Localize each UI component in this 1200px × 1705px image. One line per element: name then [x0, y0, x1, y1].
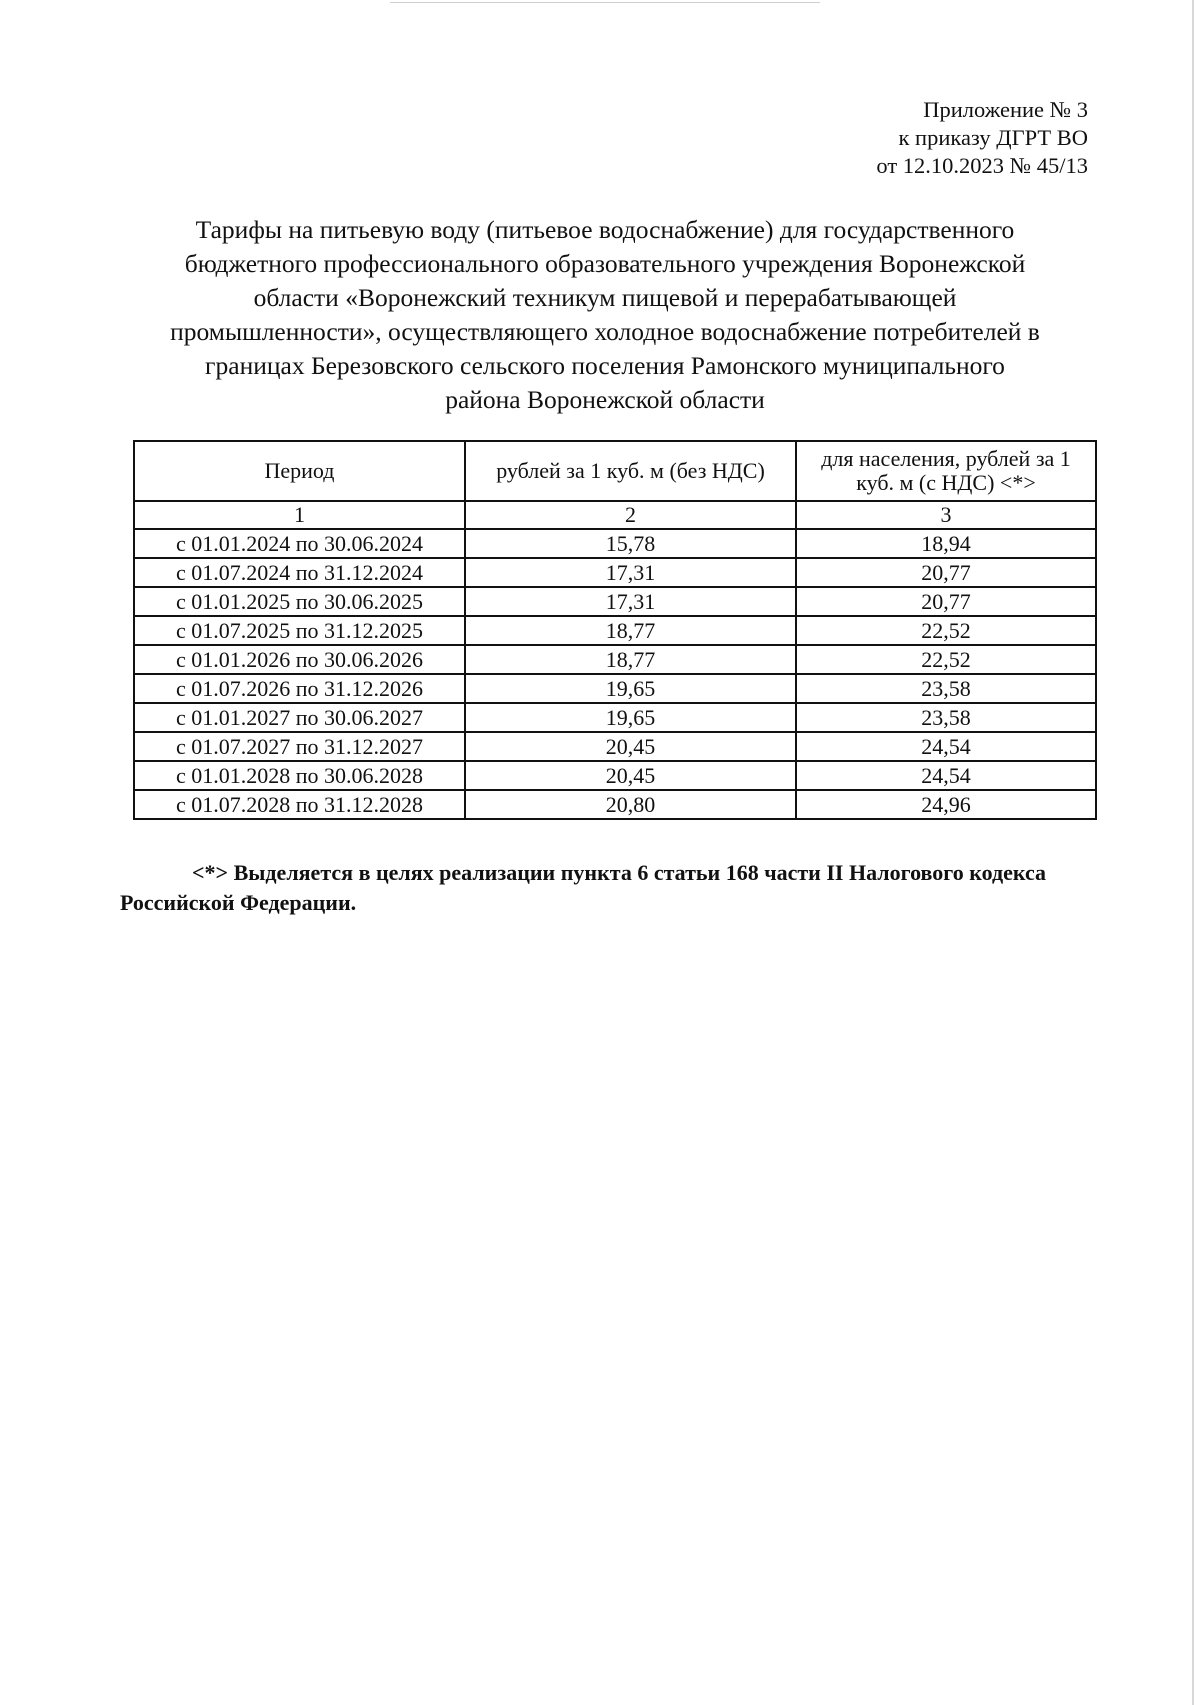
table-row: [134, 645, 1096, 674]
price-cell: 18,77: [465, 616, 796, 645]
price-vat-cell: 24,54: [796, 732, 1096, 761]
column-number: 1: [134, 501, 465, 529]
period-cell: с 01.01.2026 по 30.06.2026: [134, 645, 465, 674]
table-row: [134, 587, 1096, 616]
scan-edge-right: [1192, 0, 1194, 1705]
header-price-with-vat-line1: для населения, рублей за 1: [821, 446, 1071, 471]
period-cell: с 01.07.2026 по 31.12.2026: [134, 674, 465, 703]
price-vat-cell: 18,94: [796, 529, 1096, 558]
appendix-reference: [876, 96, 1088, 180]
table-row: [134, 761, 1096, 790]
period-cell: с 01.01.2024 по 30.06.2024: [134, 529, 465, 558]
column-number: 3: [796, 501, 1096, 529]
appendix-number: Приложение № 3: [923, 97, 1088, 122]
price-vat-cell: 22,52: [796, 616, 1096, 645]
document-title: [118, 213, 1092, 417]
table-row: [134, 790, 1096, 819]
period-cell: с 01.01.2027 по 30.06.2027: [134, 703, 465, 732]
column-number-row: [134, 501, 1096, 529]
title-line: границах Березовского сельского поселения Рамонского муниципального: [205, 351, 1005, 380]
table-row: [134, 558, 1096, 587]
appendix-order: к приказу ДГРТ ВО: [898, 125, 1088, 150]
period-cell: с 01.07.2024 по 31.12.2024: [134, 558, 465, 587]
price-cell: 20,45: [465, 732, 796, 761]
period-cell: с 01.07.2027 по 31.12.2027: [134, 732, 465, 761]
price-cell: 15,78: [465, 529, 796, 558]
table-row: [134, 529, 1096, 558]
price-vat-cell: 24,96: [796, 790, 1096, 819]
period-cell: с 01.07.2025 по 31.12.2025: [134, 616, 465, 645]
price-vat-cell: 20,77: [796, 587, 1096, 616]
appendix-date: от 12.10.2023 № 45/13: [876, 153, 1088, 178]
title-line: района Воронежской области: [445, 385, 765, 414]
scan-edge-top: [390, 2, 820, 3]
table-row: [134, 616, 1096, 645]
table-row: [134, 732, 1096, 761]
price-cell: 19,65: [465, 674, 796, 703]
price-cell: 20,80: [465, 790, 796, 819]
period-cell: с 01.07.2028 по 31.12.2028: [134, 790, 465, 819]
price-cell: 18,77: [465, 645, 796, 674]
column-number: 2: [465, 501, 796, 529]
price-vat-cell: 22,52: [796, 645, 1096, 674]
price-cell: 17,31: [465, 558, 796, 587]
footnote: [120, 858, 1095, 918]
header-price-without-vat: рублей за 1 куб. м (без НДС): [465, 441, 796, 501]
period-cell: с 01.01.2025 по 30.06.2025: [134, 587, 465, 616]
price-vat-cell: 20,77: [796, 558, 1096, 587]
price-vat-cell: 23,58: [796, 703, 1096, 732]
price-vat-cell: 23,58: [796, 674, 1096, 703]
table-row: [134, 703, 1096, 732]
period-cell: с 01.01.2028 по 30.06.2028: [134, 761, 465, 790]
header-period: Период: [134, 441, 465, 501]
title-line: области «Воронежский техникум пищевой и перерабатывающей: [253, 283, 957, 312]
header-price-with-vat-line2: куб. м (с НДС) <*>: [856, 470, 1036, 495]
price-cell: 17,31: [465, 587, 796, 616]
title-line: бюджетного профессионального образовательного учреждения Воронежской: [184, 249, 1026, 278]
footnote-line1: <*> Выделяется в целях реализации пункта 6 статьи 168 части II Налогового кодекса: [192, 860, 1047, 885]
tariff-table: [133, 440, 1097, 820]
price-vat-cell: 24,54: [796, 761, 1096, 790]
title-line: Тарифы на питьевую воду (питьевое водоснабжение) для государственного: [195, 215, 1015, 244]
price-cell: 19,65: [465, 703, 796, 732]
table-header-row: [134, 441, 1096, 501]
title-line: промышленности», осуществляющего холодное водоснабжение потребителей в: [170, 317, 1040, 346]
footnote-line2: Российской Федерации.: [120, 890, 357, 915]
table-row: [134, 674, 1096, 703]
price-cell: 20,45: [465, 761, 796, 790]
header-price-with-vat: [796, 441, 1096, 501]
